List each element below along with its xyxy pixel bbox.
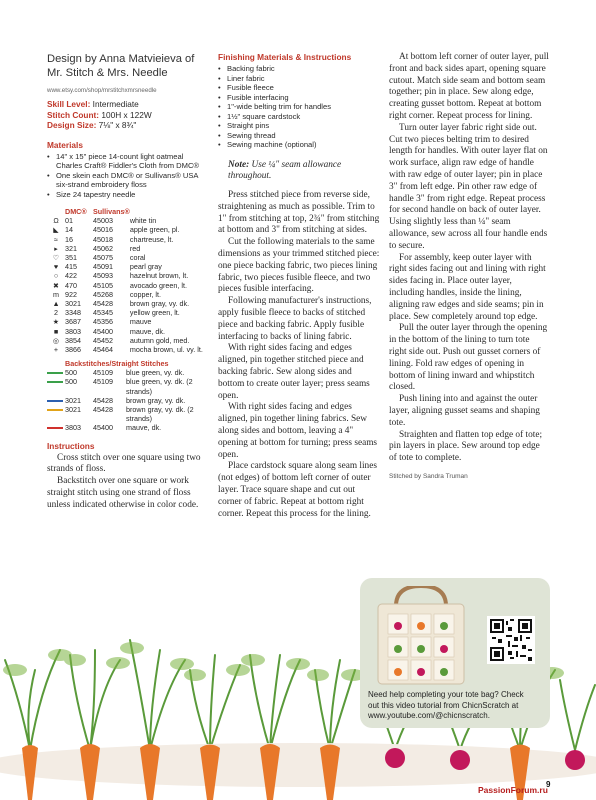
key-header-dmc: DMC® bbox=[65, 207, 87, 216]
key-color-name: mocha brown, ul. vy. lt. bbox=[129, 345, 203, 355]
materials-heading: Materials bbox=[47, 139, 83, 150]
key-symbol: ▸ bbox=[54, 243, 58, 253]
paragraph: Cross stitch over one square using two strands of floss. bbox=[47, 452, 201, 475]
table-row bbox=[47, 317, 203, 326]
table-row bbox=[47, 299, 203, 308]
key-color-name: copper, lt. bbox=[129, 289, 162, 299]
table-row bbox=[47, 405, 207, 423]
key-color-name: coral bbox=[129, 253, 146, 263]
key-sullivans-number: 45400 bbox=[93, 326, 113, 336]
table-row bbox=[47, 271, 203, 280]
key-sullivans-number: 45003 bbox=[93, 216, 113, 226]
key-dmc-number: 01 bbox=[65, 216, 73, 226]
list-item: • Sewing thread bbox=[218, 131, 380, 141]
table-row bbox=[47, 253, 203, 262]
note-label: Note: bbox=[228, 159, 250, 170]
backstitch-color-line bbox=[47, 409, 63, 411]
key-symbol: ◎ bbox=[52, 335, 60, 345]
table-row bbox=[47, 244, 203, 253]
promo-text bbox=[368, 690, 546, 722]
key-symbol: ◣ bbox=[53, 225, 59, 235]
materials-list bbox=[47, 152, 207, 200]
key-symbol: ✖ bbox=[52, 280, 60, 290]
paragraph: Following manufacturer's instructions, apply fusible fleece to backs of stitched piece and backing fabric. Apply fusible interfacing to backs of lining fabric. bbox=[218, 296, 372, 342]
key-color-name: brown gray, vy. dk. bbox=[129, 299, 190, 309]
key-color-name: mauve bbox=[129, 317, 152, 327]
video-promo bbox=[360, 578, 550, 728]
table-row bbox=[47, 290, 203, 299]
count-value: 100H x 122W bbox=[101, 109, 152, 120]
table-row bbox=[47, 345, 203, 354]
key-color-name: mauve, dk. bbox=[129, 326, 166, 336]
key-color-name: apple green, pl. bbox=[129, 225, 180, 235]
key-color-name: brown gray, vy. dk. bbox=[126, 395, 186, 405]
paragraph: Push lining into and against the outer layer, aligning gusset seams and shaping tote. bbox=[389, 394, 540, 428]
backstitch-line-swatch bbox=[47, 377, 65, 395]
size-label: Design Size: bbox=[47, 120, 97, 130]
key-sullivans-number: 45018 bbox=[93, 234, 113, 244]
note bbox=[228, 160, 380, 184]
key-color-name: red bbox=[129, 243, 141, 253]
key-dmc-number: 470 bbox=[65, 280, 77, 290]
key-sullivans-number: 45428 bbox=[93, 299, 113, 309]
key-symbol: + bbox=[53, 345, 59, 355]
skill-value: Intermediate bbox=[92, 99, 139, 109]
key-sullivans-number: 45062 bbox=[93, 243, 113, 253]
key-header-sullivans: Sullivans® bbox=[93, 207, 130, 216]
table-row bbox=[47, 368, 207, 377]
paragraph: For assembly, keep outer layer with right sides facing out and lining with right sides facing in. Place outer layer, including handles, inside the lining, aligning raw edges and side seams; pin in place. Sew completely around top edge. bbox=[389, 252, 546, 322]
key-color-name: mauve, dk. bbox=[126, 423, 162, 433]
stitched-by-credit: Stitched by Sandra Truman bbox=[389, 472, 468, 480]
backstitch-line-swatch bbox=[47, 396, 65, 405]
key-dmc-number: 3803 bbox=[65, 423, 81, 433]
column-left bbox=[47, 52, 207, 512]
key-color-name: hazelnut brown, lt. bbox=[129, 271, 189, 281]
key-sullivans-number: 45109 bbox=[93, 368, 113, 378]
promo-line-2: out this video tutorial from ChicnScratch at bbox=[368, 700, 519, 710]
key-dmc-number: 321 bbox=[65, 243, 77, 253]
promo-line-1: Need help completing your tote bag? Check bbox=[368, 690, 524, 699]
key-symbol: ▲ bbox=[52, 299, 60, 309]
table-row bbox=[47, 327, 203, 336]
list-item: • 14" x 15" piece 14-count light oatmeal Charles Craft® Fiddler's Cloth from DMC® bbox=[47, 152, 207, 171]
table-row bbox=[47, 235, 203, 244]
key-color-name: brown gray, vy. dk. (2 strands) bbox=[126, 405, 194, 424]
list-item: • Straight pins bbox=[218, 121, 380, 131]
key-color-name: chartreuse, lt. bbox=[129, 234, 174, 244]
backstitch-heading: Backstitches/Straight Stitches bbox=[65, 359, 169, 369]
paragraph: With right sides facing and edges aligned, pin together lining fabrics. Sew along sides and bottom, leaving a 4" opening at bottom for turning; press seams open. bbox=[218, 402, 378, 460]
key-symbol: ♥ bbox=[53, 262, 59, 272]
key-symbol: ■ bbox=[53, 326, 59, 336]
key-dmc-number: 3803 bbox=[65, 326, 81, 336]
key-sullivans-number: 45109 bbox=[93, 377, 113, 387]
key-color-name: blue green, vy. dk. (2 strands) bbox=[126, 377, 193, 396]
backstitch-line-swatch bbox=[47, 368, 65, 377]
column-right bbox=[389, 52, 549, 480]
key-dmc-number: 922 bbox=[65, 289, 77, 299]
backstitch-color-line bbox=[47, 400, 63, 402]
key-dmc-number: 422 bbox=[65, 271, 77, 281]
key-symbol: 2 bbox=[54, 308, 58, 318]
table-row bbox=[47, 423, 207, 432]
key-symbol: ★ bbox=[52, 317, 60, 327]
key-sullivans-number: 45093 bbox=[93, 271, 113, 281]
key-dmc-number: 3866 bbox=[65, 345, 81, 355]
key-symbol: m bbox=[53, 289, 59, 299]
key-symbol: ≈ bbox=[54, 234, 58, 244]
paragraph: Cut the following materials to the same dimensions as your trimmed stitched piece: one piece backing fabric, two pieces lining fabric, two pieces fusible fleece, and two pieces fusible interfacing. bbox=[218, 237, 380, 295]
designer-line-2: Mr. Stitch & Mrs. Needle bbox=[47, 67, 168, 79]
paragraph: Backstitch over one square or work straight stitch using one strand of floss unless indicated otherwise in color code. bbox=[47, 476, 199, 510]
promo-link[interactable]: www.youtube.com/@chicnscratch. bbox=[368, 711, 490, 720]
table-row bbox=[47, 281, 203, 290]
key-color-name: pearl gray bbox=[129, 262, 162, 272]
backstitch-line-swatch bbox=[47, 423, 65, 432]
key-sullivans-number: 45345 bbox=[93, 308, 113, 318]
list-item: • Sewing machine (optional) bbox=[218, 140, 380, 150]
paragraph: Place cardstock square along seam lines (not edges) of bottom left corner of outer layer. Trace square shape and cut out corner of fabric. Repeat at bottom right corner. Repeat this process for the lining. bbox=[218, 461, 377, 519]
key-dmc-number: 16 bbox=[65, 234, 73, 244]
paragraph: Pull the outer layer through the opening in the bottom of the lining to turn tote right side out. Push out gusset corners of lining. Fold raw edges of opening in bottom of lining inward and whipstitch closed. bbox=[389, 323, 548, 393]
note-text: Use ¼" seam allowance throughout. bbox=[228, 159, 342, 182]
key-dmc-number: 351 bbox=[65, 253, 77, 263]
backstitch-color-line bbox=[47, 427, 63, 429]
backstitch-color-line bbox=[47, 372, 63, 374]
paragraph: Press stitched piece from reverse side, straightening as much as possible. Trim to 1" from stitching at top, 2¾" from stitching at bottom and 3" from stitching at sides. bbox=[218, 190, 380, 236]
key-sullivans-number: 45091 bbox=[93, 262, 113, 272]
page-number: 9 bbox=[546, 780, 551, 789]
key-sullivans-number: 45428 bbox=[93, 405, 113, 415]
key-color-name: white tin bbox=[129, 216, 157, 226]
qr-code-icon[interactable] bbox=[487, 616, 535, 664]
instructions-text bbox=[47, 453, 207, 512]
finishing-heading: Finishing Materials & Instructions bbox=[218, 52, 352, 62]
key-dmc-number: 3854 bbox=[65, 335, 81, 345]
list-item: • Liner fabric bbox=[218, 74, 380, 84]
table-row bbox=[47, 262, 203, 271]
column-middle bbox=[218, 52, 380, 520]
instructions-heading: Instructions bbox=[47, 440, 95, 451]
table-row bbox=[47, 225, 203, 234]
table-row bbox=[47, 308, 203, 317]
key-symbol: ○ bbox=[53, 271, 59, 281]
list-item: • Fusible fleece bbox=[218, 83, 380, 93]
key-symbol: ♡ bbox=[52, 253, 60, 263]
key-sullivans-number: 45075 bbox=[93, 253, 113, 263]
paragraph: With right sides facing and edges aligned, pin together stitched piece and backing fabric. Sew along sides and bottom to create outer layer; press seams open. bbox=[218, 343, 370, 401]
tote-bag-photo bbox=[366, 586, 476, 688]
paragraph: Straighten and flatten top edge of tote; pin layers in place. Sew around top edge of tote to complete. bbox=[389, 429, 543, 464]
table-row bbox=[47, 216, 203, 225]
finishing-list bbox=[218, 64, 380, 150]
key-sullivans-number: 45464 bbox=[93, 345, 113, 355]
list-item: • 1"-wide belting trim for handles bbox=[218, 102, 380, 112]
backstitch-body bbox=[47, 368, 207, 432]
key-dmc-number: 14 bbox=[65, 225, 73, 235]
skill-label: Skill Level: bbox=[47, 99, 91, 109]
finishing-text bbox=[218, 160, 380, 521]
key-sullivans-number: 45400 bbox=[93, 423, 113, 433]
key-color-name: autumn gold, med. bbox=[129, 335, 190, 345]
designer-url: www.etsy.com/shop/mrstitchxmrsneedle bbox=[47, 87, 157, 94]
key-dmc-number: 3348 bbox=[65, 308, 81, 318]
key-sullivans-number: 45428 bbox=[93, 395, 113, 405]
key-dmc-number: 3687 bbox=[65, 317, 81, 327]
paragraph: Turn outer layer fabric right side out. Cut two pieces belting trim to desired length for handles. With outer layer flat on work surface, align raw edge of handle with raw edge of outer layer; pin in place 3" from left edge. Pin other raw edge of handle 3" from right edge. Repeat process for second handle on back of outer layer. Using slightly less than ¼" seam allowance, sew across all four handle ends to secure. bbox=[389, 122, 548, 251]
backstitch-color-line bbox=[47, 381, 63, 383]
key-symbol: Ω bbox=[53, 216, 59, 226]
key-sullivans-number: 45452 bbox=[93, 335, 113, 345]
size-value: 7⅛" x 8¾" bbox=[98, 120, 137, 130]
list-item: • Size 24 tapestry needle bbox=[47, 190, 207, 200]
list-item: • Fusible interfacing bbox=[218, 93, 380, 103]
key-dmc-number: 415 bbox=[65, 262, 77, 272]
key-dmc-number: 500 bbox=[65, 368, 77, 378]
key-sullivans-number: 45105 bbox=[93, 280, 113, 290]
count-label: Stitch Count: bbox=[47, 109, 100, 120]
key-dmc-number: 3021 bbox=[65, 395, 81, 405]
key-color-name: avocado green, lt. bbox=[129, 280, 187, 290]
table-row bbox=[47, 336, 203, 345]
backstitch-table bbox=[47, 368, 207, 432]
pattern-meta bbox=[47, 99, 207, 131]
key-dmc-number: 3021 bbox=[65, 299, 81, 309]
assembly-text bbox=[389, 52, 549, 465]
key-color-name: blue green, vy. dk. bbox=[126, 368, 185, 378]
key-sullivans-number: 45016 bbox=[93, 225, 113, 235]
key-sullivans-number: 45356 bbox=[93, 317, 113, 327]
designer-line-1: Design by Anna Matvieieva of bbox=[47, 53, 195, 65]
designer-credit bbox=[47, 52, 207, 80]
key-dmc-number: 500 bbox=[65, 377, 77, 387]
list-item: • 1½" square cardstock bbox=[218, 112, 380, 122]
color-key-table bbox=[47, 207, 203, 354]
paragraph: At bottom left corner of outer layer, pull front and back sides apart, opening square cutout. Match side seam and bottom seam together; pin in place. Sew along edge, creating gusset bottom. Repeat at bottom right corner. Repeat process for lining. bbox=[389, 52, 549, 121]
key-color-name: yellow green, lt. bbox=[129, 308, 180, 318]
key-sullivans-number: 45268 bbox=[93, 289, 113, 299]
watermark: PassionForum.ru bbox=[478, 785, 548, 795]
list-item: • One skein each DMC® or Sullivans® USA six-strand embroidery floss bbox=[47, 171, 207, 190]
table-row bbox=[47, 377, 207, 395]
backstitch-line-swatch bbox=[47, 405, 65, 423]
key-dmc-number: 3021 bbox=[65, 405, 81, 415]
table-row bbox=[47, 396, 207, 405]
list-item: • Backing fabric bbox=[218, 64, 380, 74]
color-key-body bbox=[47, 216, 203, 354]
